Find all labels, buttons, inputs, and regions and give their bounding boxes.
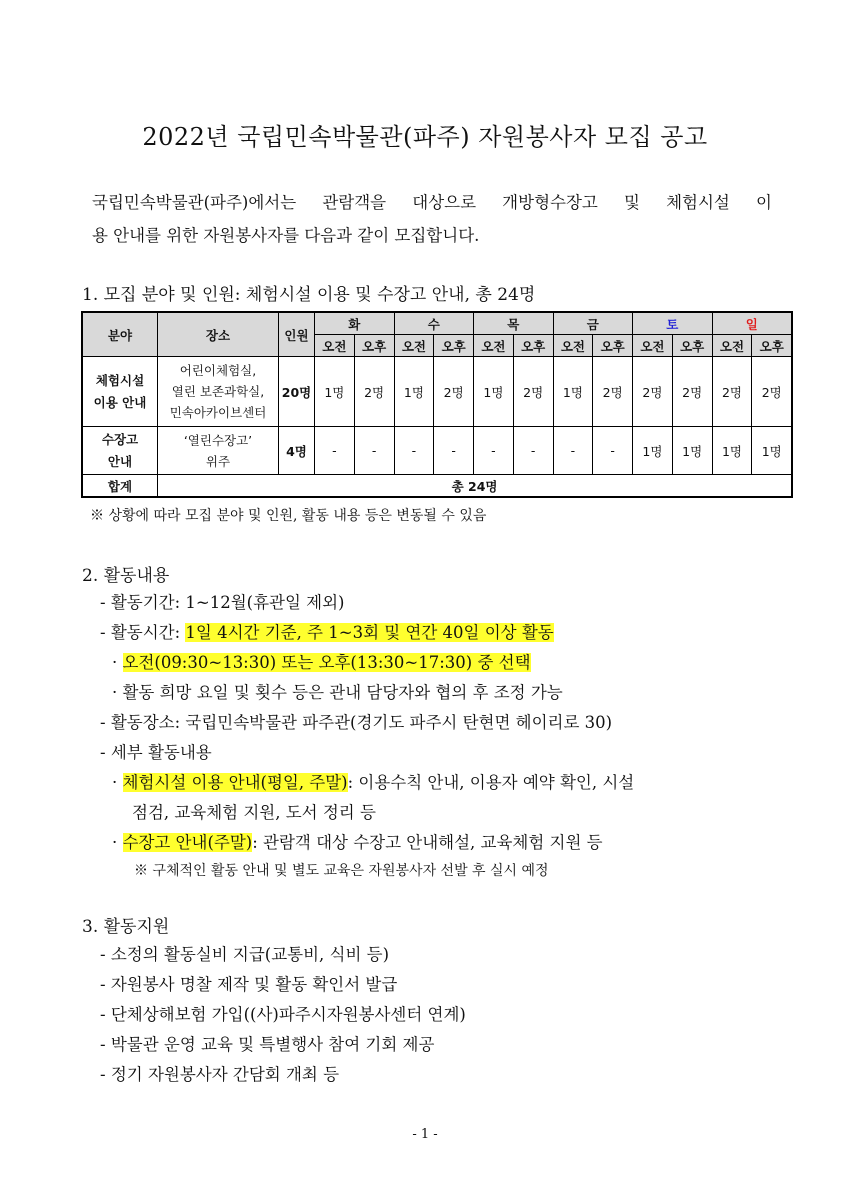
row-field-line: 안내 <box>107 453 133 469</box>
table-cell: - <box>394 427 434 475</box>
row-place-line: 위주 <box>205 453 231 469</box>
header-field: 분야 <box>83 313 158 357</box>
row-place-line: ‘열린수장고’ <box>183 432 253 448</box>
header-pm: 오후 <box>672 335 712 357</box>
table-cell: - <box>513 427 553 475</box>
table-cell: 1명 <box>712 427 752 475</box>
table-cell: 2명 <box>672 357 712 427</box>
table-cell: 1명 <box>553 357 593 427</box>
header-am: 오전 <box>712 335 752 357</box>
section-1-heading: 1. 모집 분야 및 인원: 체험시설 이용 및 수장고 안내, 총 24명 <box>82 285 536 305</box>
table-row <box>83 427 792 475</box>
detail-item-2 <box>112 829 603 853</box>
activity-time-label: - 활동시간: <box>100 623 186 642</box>
header-am: 오전 <box>553 335 593 357</box>
table-cell: 2명 <box>633 357 673 427</box>
header-am: 오전 <box>394 335 434 357</box>
header-day-wed: 수 <box>394 313 474 335</box>
table-cell: 2명 <box>593 357 633 427</box>
header-day-fri: 금 <box>553 313 633 335</box>
row-field <box>83 427 158 475</box>
table-cell: - <box>474 427 514 475</box>
table-cell: 1명 <box>474 357 514 427</box>
detail-item-1 <box>112 769 634 793</box>
document-title: 2022년 국립민속박물관(파주) 자원봉사자 모집 공고 <box>142 123 708 151</box>
activity-time-highlight: 1일 4시간 기준, 주 1~3회 및 연간 40일 이상 활동 <box>185 623 554 642</box>
row-field <box>83 357 158 427</box>
activity-time-sub-2: · 활동 희망 요일 및 횟수 등은 관내 담당자와 협의 후 조정 가능 <box>112 683 563 702</box>
table-cell: 1명 <box>633 427 673 475</box>
table-cell: 2명 <box>712 357 752 427</box>
section-1-note: ※ 상황에 따라 모집 분야 및 인원, 활동 내용 등은 변동될 수 있음 <box>90 508 487 524</box>
row-place-line: 민속아카이브센터 <box>169 405 267 420</box>
support-item: - 단체상해보험 가입((사)파주시자원봉사센터 연계) <box>100 1005 466 1024</box>
header-am: 오전 <box>633 335 673 357</box>
bullet: · <box>112 653 123 672</box>
header-day-sun: 일 <box>712 313 792 335</box>
detail-item-1-line-2: 점검, 교육체험 지원, 도서 정리 등 <box>132 803 376 822</box>
header-pm: 오후 <box>434 335 474 357</box>
table-cell: 1명 <box>672 427 712 475</box>
header-count: 인원 <box>279 313 315 357</box>
total-row <box>83 475 792 497</box>
table-cell: - <box>354 427 394 475</box>
row-place-line: 어린이체험실, <box>179 363 257 378</box>
activity-time-sub-1 <box>112 649 531 673</box>
intro-line-2: 용 안내를 위한 자원봉사자를 다음과 같이 모집합니다. <box>92 226 480 245</box>
detail-2-text: : 관람객 대상 수장고 안내해설, 교육체험 지원 등 <box>252 833 603 852</box>
row-count: 20명 <box>279 357 315 427</box>
detail-heading: - 세부 활동내용 <box>100 743 212 762</box>
header-day-sat: 토 <box>633 313 713 335</box>
section-3-heading: 3. 활동지원 <box>82 917 170 937</box>
header-pm: 오후 <box>354 335 394 357</box>
row-place <box>158 427 279 475</box>
header-day-thu: 목 <box>474 313 554 335</box>
table-cell: - <box>553 427 593 475</box>
header-pm: 오후 <box>593 335 633 357</box>
detail-1-highlight: 체험시설 이용 안내(평일, 주말) <box>122 773 348 792</box>
table-cell: - <box>434 427 474 475</box>
row-field-line: 이용 안내 <box>93 394 147 410</box>
detail-2-highlight: 수장고 안내(주말) <box>122 833 253 852</box>
intro-paragraph <box>82 186 772 252</box>
detail-note: ※ 구체적인 활동 안내 및 별도 교육은 자원봉사자 선발 후 실시 예정 <box>134 863 549 879</box>
table-cell: 2명 <box>513 357 553 427</box>
header-pm: 오후 <box>513 335 553 357</box>
table-cell: 2명 <box>752 357 792 427</box>
intro-line-1: 국립민속박물관(파주)에서는 관람객을 대상으로 개방형수장고 및 체험시설 이 <box>92 193 772 212</box>
header-am: 오전 <box>474 335 514 357</box>
table-cell: 2명 <box>354 357 394 427</box>
table-cell: 1명 <box>315 357 355 427</box>
header-am: 오전 <box>315 335 355 357</box>
support-item: - 자원봉사 명찰 제작 및 활동 확인서 발급 <box>100 975 398 994</box>
bullet: · <box>112 833 123 852</box>
activity-time <box>100 619 554 643</box>
support-item: - 정기 자원봉사자 간담회 개최 등 <box>100 1065 340 1084</box>
page-number: - 1 - <box>412 1127 438 1142</box>
table-cell: 2명 <box>434 357 474 427</box>
table-cell: - <box>593 427 633 475</box>
detail-1-text: : 이용수칙 안내, 이용자 예약 확인, 시설 <box>347 773 635 792</box>
section-2-heading: 2. 활동내용 <box>82 566 170 586</box>
row-place <box>158 357 279 427</box>
table-row <box>83 357 792 427</box>
total-label: 합계 <box>83 475 158 497</box>
table-cell: - <box>315 427 355 475</box>
row-count: 4명 <box>279 427 315 475</box>
header-day-tue: 화 <box>315 313 395 335</box>
table-cell: 1명 <box>394 357 434 427</box>
row-field-line: 체험시설 <box>95 372 145 388</box>
row-field-line: 수장고 <box>101 431 139 447</box>
support-item: - 소정의 활동실비 지급(교통비, 식비 등) <box>100 945 390 964</box>
bullet: · <box>112 773 123 792</box>
table-cell: 1명 <box>752 427 792 475</box>
header-place: 장소 <box>158 313 279 357</box>
support-item: - 박물관 운영 교육 및 특별행사 참여 기회 제공 <box>100 1035 435 1054</box>
header-pm: 오후 <box>752 335 792 357</box>
recruitment-table <box>82 312 792 497</box>
activity-period: - 활동기간: 1~12월(휴관일 제외) <box>100 593 345 612</box>
activity-place: - 활동장소: 국립민속박물관 파주관(경기도 파주시 탄현면 헤이리로 30) <box>100 713 613 732</box>
time-sub-1-highlight: 오전(09:30~13:30) 또는 오후(13:30~17:30) 중 선택 <box>122 653 531 672</box>
total-value: 총 24명 <box>158 475 792 497</box>
row-place-line: 열린 보존과학실, <box>171 384 265 399</box>
